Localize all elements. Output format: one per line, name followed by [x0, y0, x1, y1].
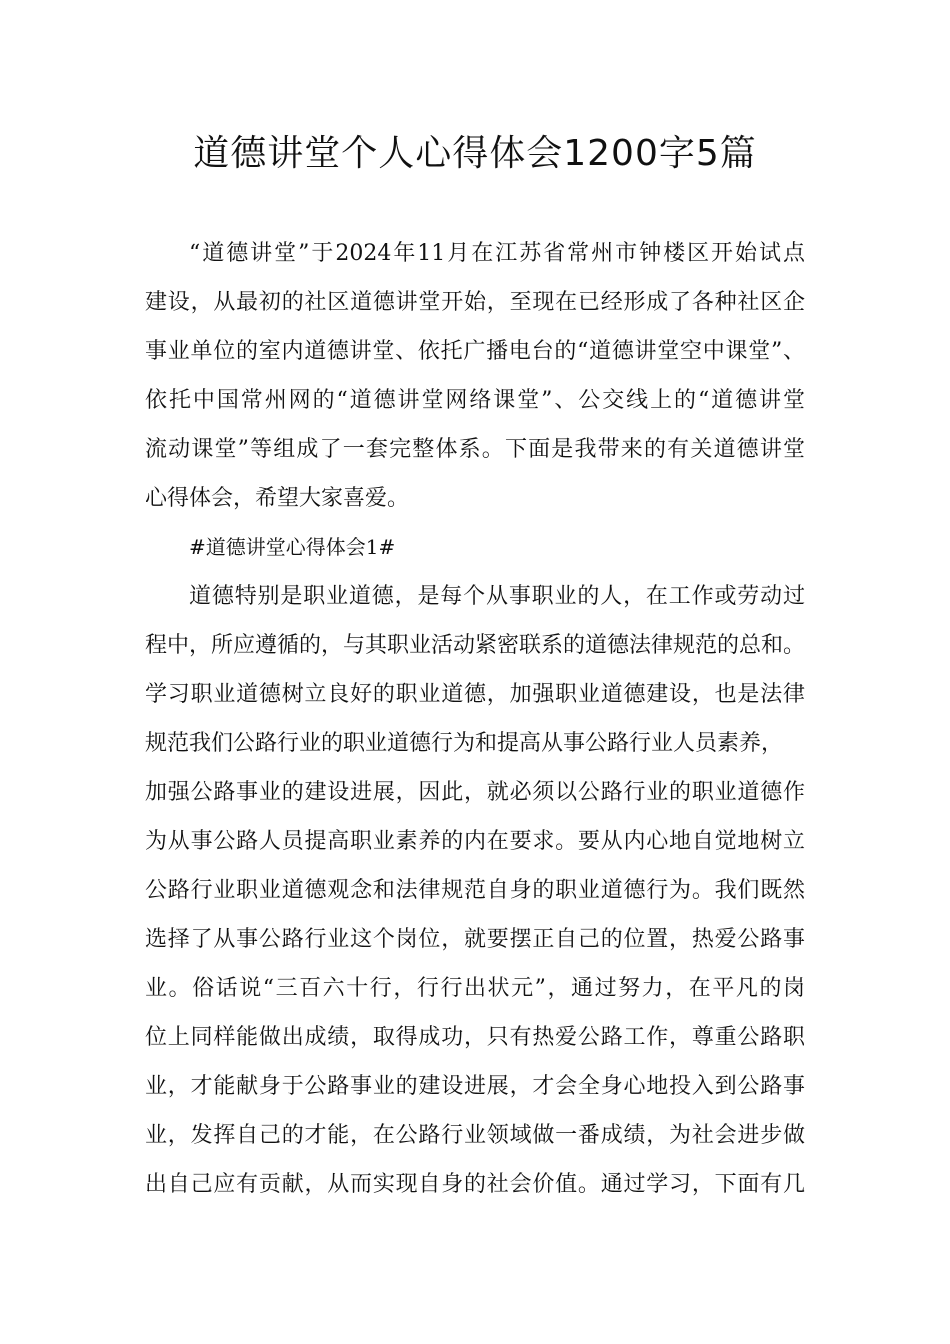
paragraph-line: 学习职业道德树立良好的职业道德，加强职业道德建设，也是法律: [145, 682, 805, 707]
paragraph-line: 业，才能献身于公路事业的建设进展，才会全身心地投入到公路事: [145, 1074, 805, 1099]
paragraph-line: 为从事公路人员提高职业素养的内在要求。要从内心地自觉地树立: [145, 829, 805, 854]
paragraph-line: 加强公路事业的建设进展，因此，就必须以公路行业的职业道德作: [145, 780, 805, 805]
paragraph-line: 程中，所应遵循的，与其职业活动紧密联系的道德法律规范的总和。: [145, 633, 805, 658]
paragraph-line: 流动课堂”等组成了一套完整体系。下面是我带来的有关道德讲堂: [145, 437, 805, 462]
document-body: [145, 229, 805, 1209]
paragraph-line: 规范我们公路行业的职业道德行为和提高从事公路行业人员素养，: [145, 731, 784, 756]
paragraph-line: 建设，从最初的社区道德讲堂开始，至现在已经形成了各种社区企: [145, 290, 805, 315]
paragraph-line: 心得体会，希望大家喜爱。: [145, 486, 410, 511]
paragraph-line: 依托中国常州网的“道德讲堂网络课堂”、公交线上的“道德讲堂: [145, 388, 805, 413]
section-heading: #道德讲堂心得体会1#: [189, 535, 396, 559]
paragraph-line: 选择了从事公路行业这个岗位，就要摆正自己的位置，热爱公路事: [145, 927, 805, 952]
paragraph-line: 位上同样能做出成绩，取得成功，只有热爱公路工作，尊重公路职: [145, 1025, 805, 1050]
paragraph-line: “道德讲堂”于2024年11月在江苏省常州市钟楼区开始试点: [189, 241, 805, 266]
paragraph-line: 出自己应有贡献，从而实现自身的社会价值。通过学习，下面有几: [145, 1172, 805, 1197]
paragraph-line: 公路行业职业道德观念和法律规范自身的职业道德行为。我们既然: [145, 878, 805, 903]
document-title: 道德讲堂个人心得体会1200字5篇: [193, 133, 757, 174]
paragraph-line: 道德特别是职业道德，是每个从事职业的人，在工作或劳动过: [189, 584, 805, 609]
paragraph-line: 事业单位的室内道德讲堂、依托广播电台的“道德讲堂空中课堂”、: [145, 339, 805, 364]
paragraph-line: 业。俗话说“三百六十行，行行出状元”，通过努力，在平凡的岗: [145, 976, 805, 1001]
paragraph-line: 业，发挥自己的才能，在公路行业领域做一番成绩，为社会进步做: [145, 1123, 805, 1148]
